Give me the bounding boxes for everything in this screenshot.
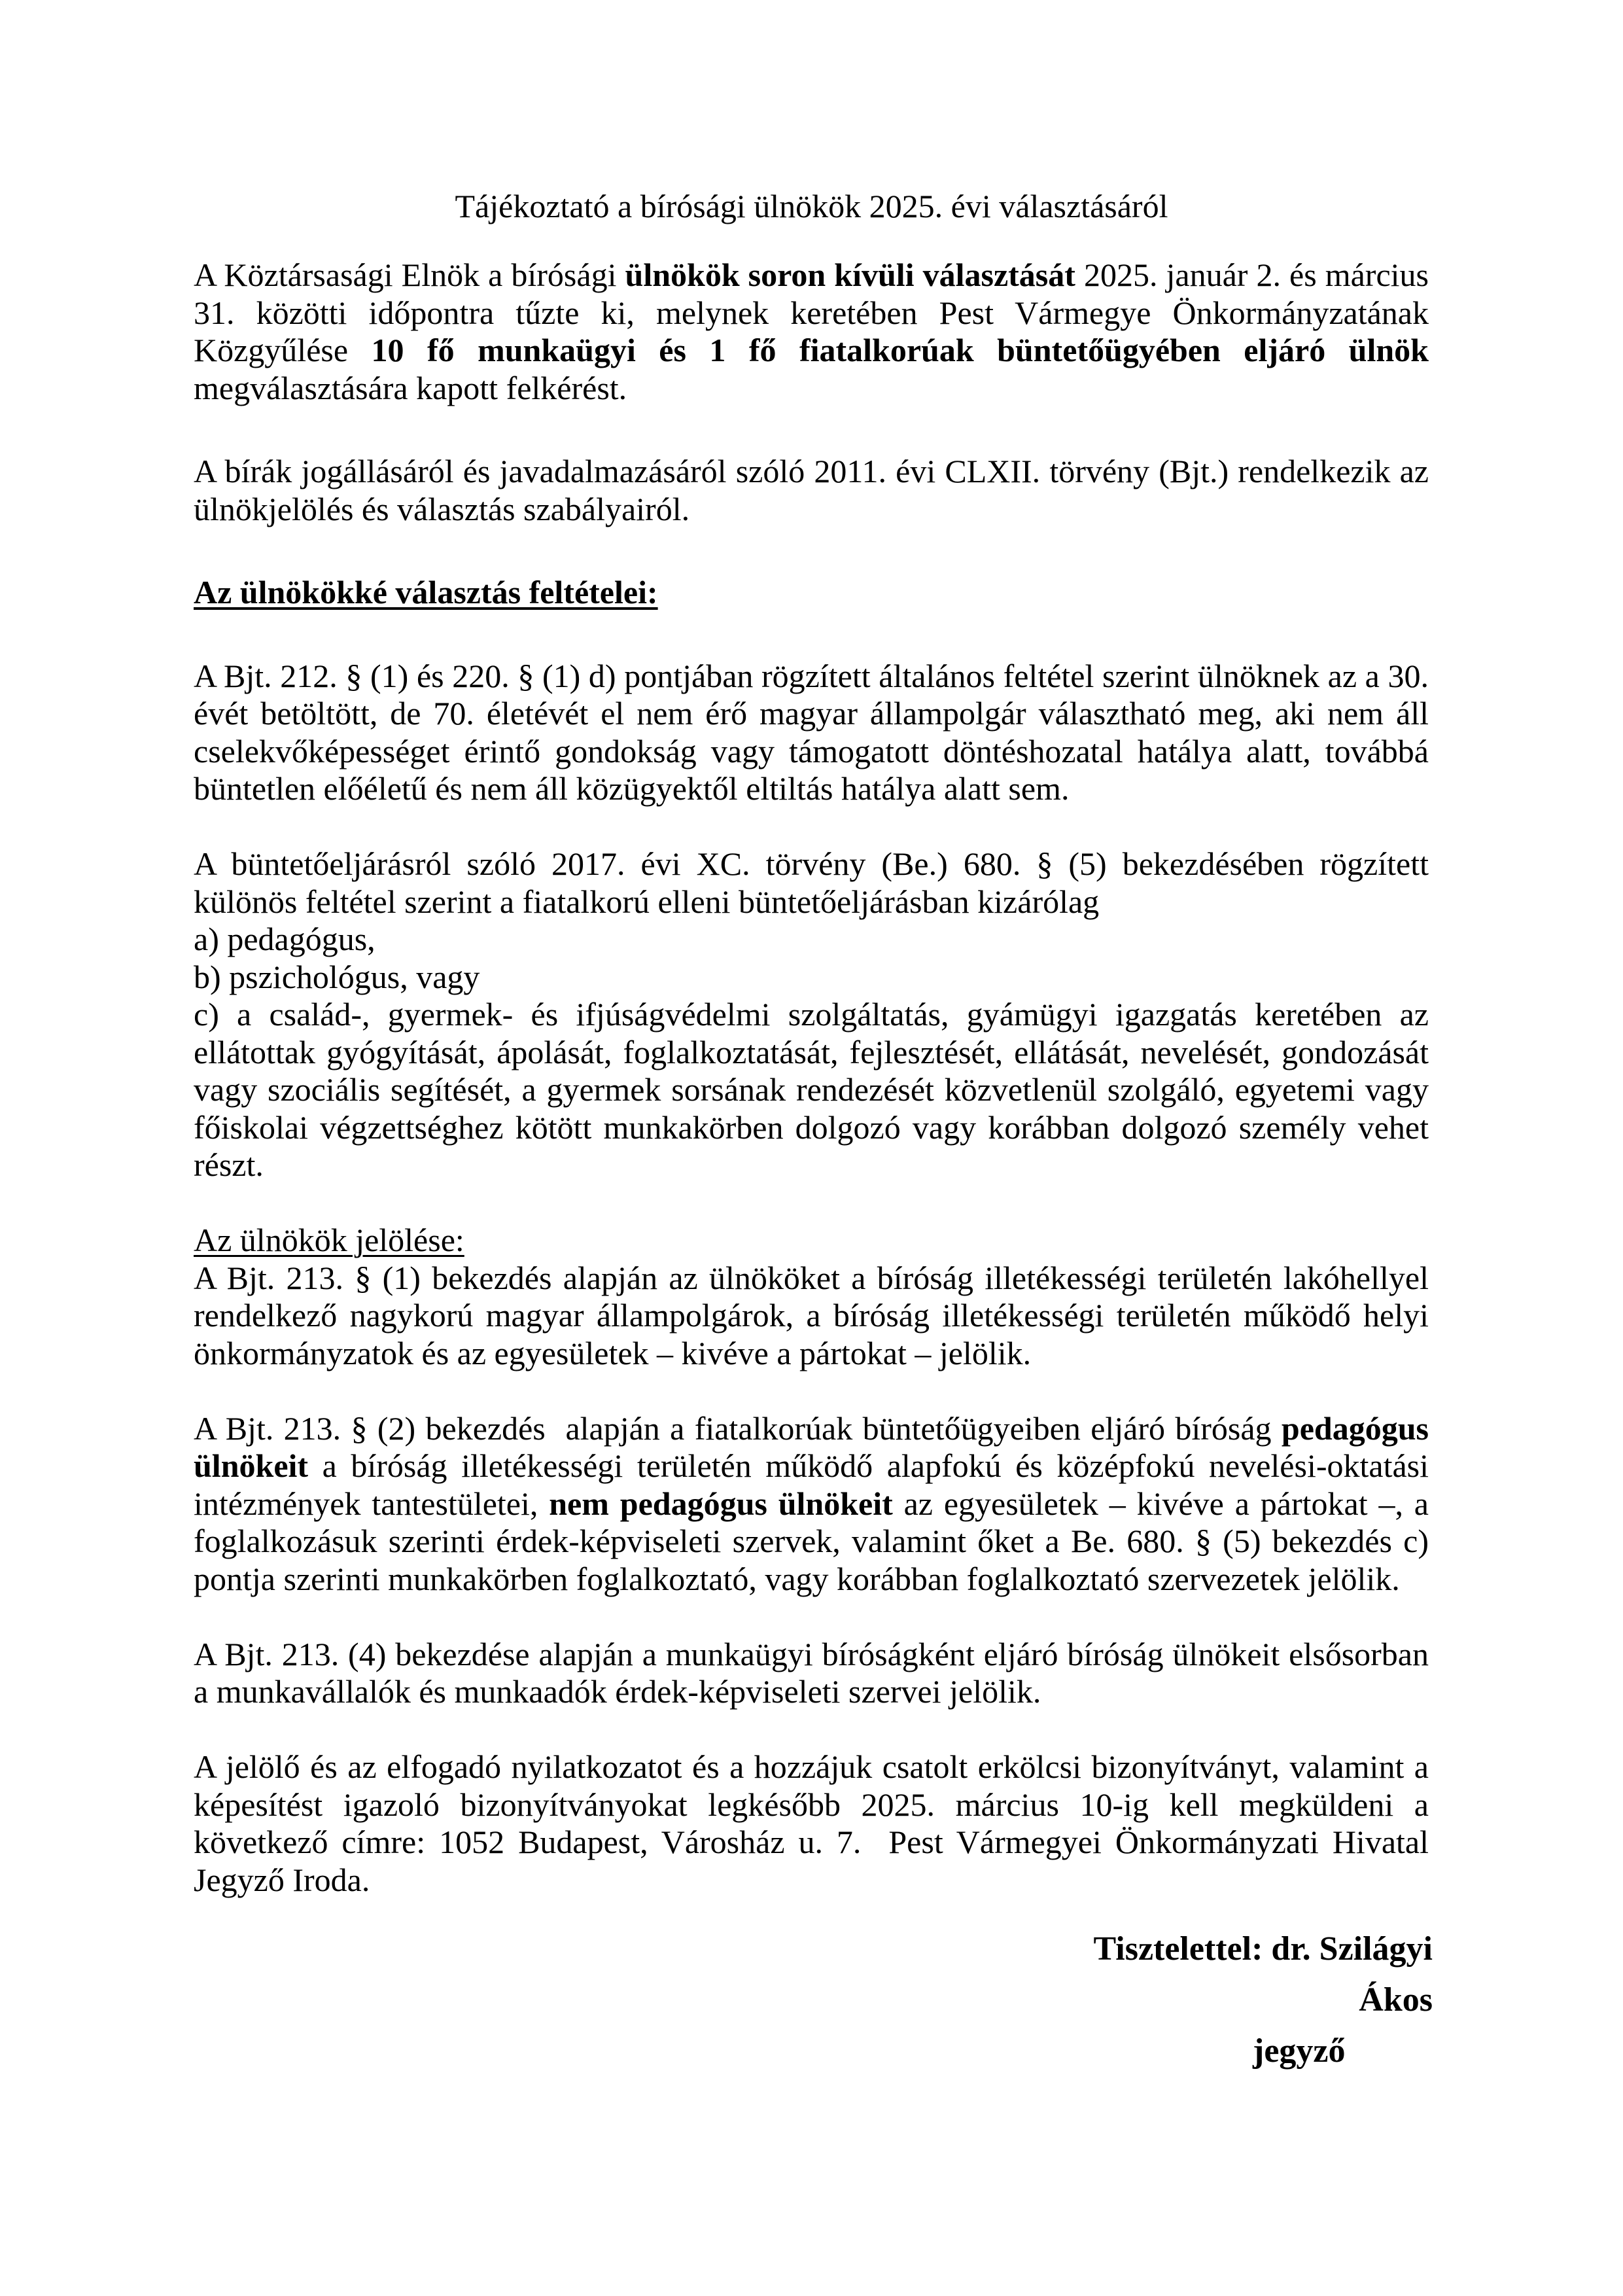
nomination-2-bold-2: nem pedagógus ülnökeit bbox=[549, 1485, 893, 1522]
intro-bold-2: 10 fő munkaügyi és 1 fő fiatalkorúak büntetőügyében eljáró ülnök bbox=[371, 332, 1429, 368]
signature-block bbox=[1021, 1924, 1433, 2077]
intro-bold-1: ülnökök soron kívüli választását bbox=[625, 256, 1075, 293]
intro-text-3: megválasztására kapott felkérést. bbox=[194, 369, 627, 406]
condition-item-b: b) pszichológus, vagy bbox=[194, 958, 480, 995]
spacer bbox=[194, 407, 1429, 453]
nomination-2-bold-1: pedagógus ülnökeit bbox=[194, 1409, 1437, 1484]
law-reference-paragraph: A bírák jogállásáról és javadalmazásáról szóló 2011. évi CLXII. törvény (Bjt.) rendelkezik az ülnökjelölés és választás szabályairól. bbox=[194, 453, 1429, 527]
nomination-paragraph-2 bbox=[194, 1409, 1437, 1598]
nomination-paragraph-3: A Bjt. 213. (4) bekezdése alapján a munkaügyi bíróságként eljáró bíróság ülnökeit elsősorban a munkavállalók és munkaadók érdek-képviseleti szervei jelölik. bbox=[194, 1635, 1429, 1710]
spacer bbox=[194, 1184, 1429, 1222]
intro-text-1: A Köztársasági Elnök a bírósági bbox=[194, 256, 625, 293]
spacer bbox=[194, 808, 1429, 846]
condition-item-c: c) a család-, gyermek- és ifjúságvédelmi szolgáltatás, gyámügyi igazgatás keretében az ellátottak gyógyítását, ápolását, foglalkoztatását, fejlesztését, ellátását, nevelését, gondozását vagy szociális segítését, a gyermek sorsának rendezését közvetlenül szolgáló, egyetemi vagy főiskolai végzettséghez kötött munkakörben dolgozó vagy korábban dolgozó személy vehet részt. bbox=[194, 996, 1429, 1183]
condition-item-a: a) pedagógus, bbox=[194, 921, 375, 957]
signature-role: jegyző bbox=[1253, 2032, 1346, 2070]
nomination-paragraph-1: A Bjt. 213. § (1) bekezdés alapján az ülnököket a bíróság illetékességi területén lakóhellyel rendelkező nagykorú magyar állampolgárok, a bíróság illetékességi területén működő helyi önkormányzatok és az egyesületek – kivéve a pártokat – jelölik. bbox=[194, 1259, 1429, 1371]
nomination-2-text-3: az egyesületek – kivéve a pártokat –, a foglalkozásuk szerinti érdek-képviseleti szervek, valamint őket a Be. 680. § (5) bekezdés c) pontja szerinti munkakörben foglalkoztató, vagy korábban foglalkoztató szervezetek jelölik. bbox=[194, 1485, 1437, 1597]
spacer bbox=[194, 612, 1429, 658]
document-title: Tájékoztató a bírósági ülnökök 2025. évi választásáról bbox=[455, 188, 1168, 224]
section-heading-conditions: Az ülnökökké választás feltételei: bbox=[194, 574, 658, 610]
section-heading-nomination: Az ülnökök jelölése: bbox=[194, 1222, 464, 1258]
spacer bbox=[194, 1711, 1429, 1749]
submission-paragraph: A jelölő és az elfogadó nyilatkozatot és a hozzájuk csatolt erkölcsi bizonyítványt, valamint a képesítést igazoló bizonyítványokat legkésőbb 2025. március 10-ig kell megküldeni a következő címre: 1052 Budapest, Városház u. 7. Pest Vármegyei Önkormányzati Hivatal Jegyző Iroda. bbox=[194, 1748, 1437, 1898]
spacer bbox=[194, 528, 1429, 574]
spacer bbox=[194, 1598, 1429, 1636]
spacer bbox=[194, 1372, 1429, 1410]
nomination-2-text-1: A Bjt. 213. § (2) bekezdés alapján a fiatalkorúak büntetőügyeiben eljáró bíróság bbox=[194, 1409, 1282, 1447]
intro-paragraph bbox=[194, 256, 1429, 407]
nomination-2-text-2: a bíróság illetékességi területén működő alapfokú és középfokú nevelési-oktatási intézmények tantestületei, bbox=[194, 1447, 1437, 1522]
intro-text-2: 2025. január 2. és március 31. közötti időpontra tűzte ki, melynek keretében Pest Vármegye Önkormányzatának Közgyűlése bbox=[194, 256, 1429, 368]
general-condition-paragraph: A Bjt. 212. § (1) és 220. § (1) d) pontjában rögzített általános feltétel szerint ülnöknek az a 30. évét betöltött, de 70. életévét el nem érő magyar állampolgár választható meg, aki nem áll cselekvőképességet érintő gondokság vagy támogatott döntéshozatal hatálya alatt, továbbá büntetlen előéletű és nem áll közügyektől eltiltás hatálya alatt sem. bbox=[194, 657, 1429, 807]
special-condition-intro: A büntetőeljárásról szóló 2017. évi XC. törvény (Be.) 680. § (5) bekezdésében rögzített különös feltétel szerint a fiatalkorú elleni büntetőeljárásban kizárólag bbox=[194, 845, 1429, 920]
document-body bbox=[194, 256, 1437, 1899]
signature-closing: Tisztelettel: dr. Szilágyi Ákos bbox=[1093, 1930, 1433, 2019]
